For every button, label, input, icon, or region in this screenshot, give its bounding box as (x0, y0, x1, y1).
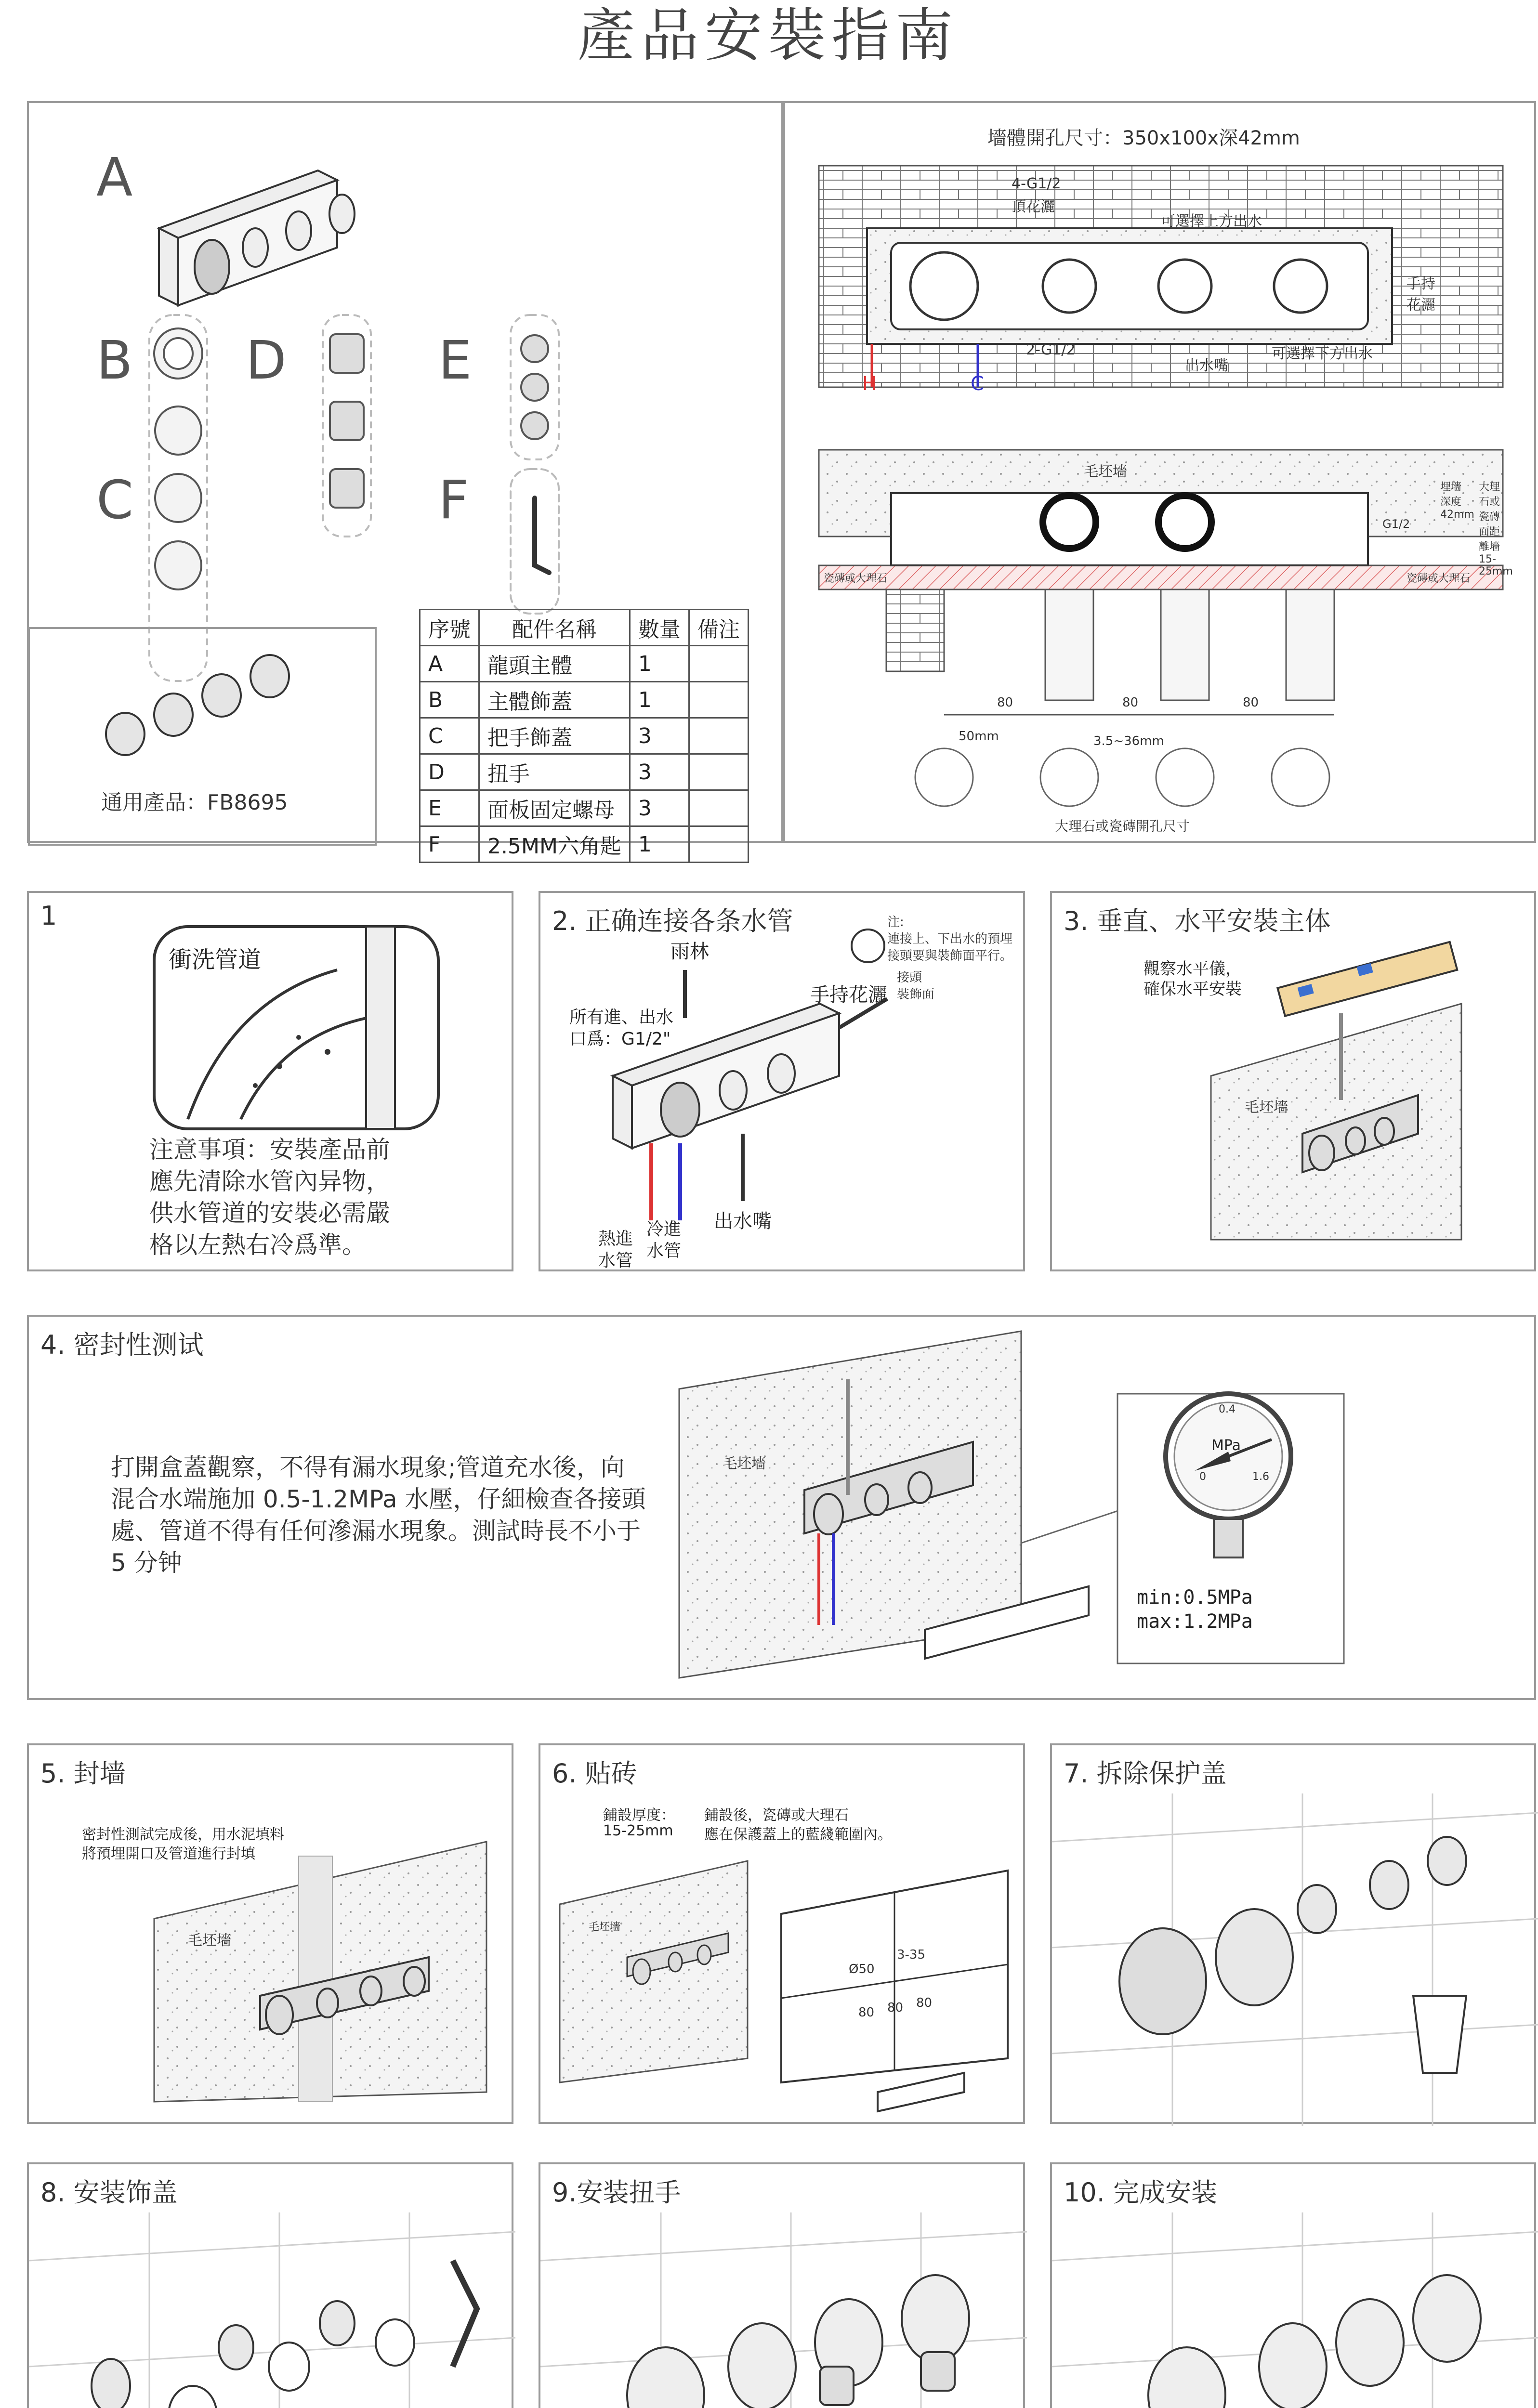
label-hand: 手持花灑 (810, 984, 887, 1006)
label-rough-wall: 毛坯墻 (1084, 463, 1127, 480)
step-1-note-2: 應先清除水管內异物， (149, 1167, 390, 1195)
step-6-panel (539, 1743, 1025, 2124)
parts-table (419, 609, 749, 863)
pressure-test-illustration (29, 1317, 1538, 1702)
step-4-text-1: 打開盒蓋觀察，不得有漏水現象;管道充水後，向 (111, 1453, 625, 1481)
step-title: 6. 贴砖 (552, 1758, 637, 1789)
label-cold-1: 冷進 (646, 1219, 682, 1239)
step-1-note-4: 格以左熱右冷爲準。 (149, 1231, 366, 1259)
label-tile-face-b: 瓷磚或大理石 (1407, 573, 1471, 585)
label-hot: H (862, 373, 877, 395)
joint-2: 裝飾面 (897, 987, 935, 1002)
step-title: 3. 垂直、水平安裝主体 (1064, 906, 1331, 936)
label-option-bottom: 可選擇下方出水 (1272, 345, 1373, 362)
gauge-unit: MPa (1211, 1437, 1241, 1454)
outlets-1: 所有進、出水 (569, 1008, 674, 1027)
label-option-top: 可選擇上方出水 (1161, 213, 1262, 230)
joint-1: 接頭 (897, 970, 922, 985)
step-4-text-3: 處、管道不得有任何滲漏水現象。測試時長不小于 (111, 1517, 641, 1545)
part-letter-a: A (96, 146, 133, 208)
part-letter-e: E (438, 329, 472, 391)
gauge-tick: 0.4 (1219, 1403, 1236, 1415)
install-knob-illustration (540, 2164, 1027, 2408)
step-1-note-3: 供水管道的安裝必需嚴 (149, 1199, 390, 1227)
label-d3536: 3.5~36mm (1093, 734, 1164, 748)
tile-illustration (540, 1745, 1027, 2126)
step-5-panel (27, 1743, 513, 2124)
step-5-note-1: 密封性測試完成後，用水泥填料 (82, 1826, 284, 1843)
generic-product-label: 通用產品：FB8695 (101, 790, 288, 815)
step-2-panel (539, 891, 1025, 1271)
step-6-note-2: 應在保護蓋上的藍綫範圍內。 (704, 1826, 892, 1843)
note-small-3: 接頭要與裝飾面平行。 (887, 949, 1013, 963)
step-4-text-4: 5 分钟 (111, 1549, 182, 1577)
step-3-note-2: 確保水平安裝 (1144, 980, 1242, 999)
label-side-g12: G1/2 (1382, 517, 1410, 531)
thick-2: 15-25mm (603, 1822, 673, 1839)
label-spacing: 80 (997, 695, 1013, 710)
gauge-max: max:1.2MPa (1137, 1610, 1253, 1633)
rough-wall-label: 毛坯墻 (723, 1455, 766, 1472)
outlets-2: 口爲：G1/2" (569, 1029, 671, 1049)
step-9-panel (539, 2162, 1025, 2408)
label-spout: 出水嘴 (714, 1210, 772, 1232)
remove-cover-illustration (1052, 1745, 1538, 2126)
valve-body-illustration (159, 170, 355, 305)
part-letter-d: D (246, 329, 287, 391)
step-3-panel (1050, 891, 1536, 1271)
label-spacing: 80 (858, 2005, 875, 2020)
gauge-tick: 0 (1199, 1471, 1206, 1483)
install-cover-illustration (29, 2164, 515, 2408)
table-header: 數量 (630, 610, 689, 646)
label-d1: Ø50 (849, 1962, 875, 1976)
pipe-label: 衝洗管道 (169, 946, 262, 973)
label-hot-1: 熱進 (598, 1229, 633, 1249)
rough-wall-label: 毛坯墻 (589, 1921, 621, 1933)
level-illustration (1052, 893, 1538, 1273)
step-10-panel (1050, 2162, 1536, 2408)
label-hand-shower: 手持花灑 (1407, 275, 1435, 314)
step-7-panel (1050, 1743, 1536, 2124)
table-row: C 把手飾蓋 3 (420, 718, 749, 754)
step-4-text-2: 混合水端施加 0.5-1.2MPa 水壓，仔細檢查各接頭 (111, 1485, 646, 1513)
part-letter-f: F (438, 469, 469, 531)
step-title: 5. 封墙 (40, 1758, 126, 1789)
step-1-panel (27, 891, 513, 1271)
table-row: D 扭手 3 (420, 754, 749, 790)
label-rain: 雨林 (670, 941, 709, 963)
step-title: 8. 安装饰盖 (40, 2177, 178, 2208)
step-title: 2. 正确连接各条水管 (552, 906, 793, 936)
label-spacing: 80 (1122, 695, 1139, 710)
label-cold: C (971, 373, 984, 395)
rough-wall-label: 毛坯墻 (188, 1932, 231, 1949)
seal-wall-illustration (29, 1745, 515, 2126)
step-1-note-1: 注意事項：安裝產品前 (149, 1136, 390, 1164)
step-3-note-1: 觀察水平儀， (1144, 959, 1242, 979)
label-d2: 3-35 (897, 1948, 926, 1962)
table-header: 序號 (420, 610, 479, 646)
step-title: 4. 密封性测试 (40, 1330, 204, 1360)
dimension-panel (783, 101, 1536, 843)
gauge-tick: 1.6 (1252, 1471, 1269, 1483)
complete-illustration (1052, 2164, 1538, 2408)
step-title: 10. 完成安装 (1064, 2177, 1218, 2208)
part-letter-c: C (96, 469, 133, 531)
label-hot-2: 水管 (598, 1251, 633, 1270)
step-title: 7. 拆除保护盖 (1064, 1758, 1227, 1789)
page-title: 產品安裝指南 (577, 2, 959, 69)
label-depth-note: 埋墻深度42mm (1440, 481, 1474, 521)
table-row: A 龍頭主體 1 (420, 646, 749, 682)
label-spacing: 80 (916, 1996, 933, 2010)
rough-wall-label: 毛坯墻 (1245, 1099, 1288, 1116)
generic-product-illustration (106, 655, 289, 755)
label-g12-a: 4-G1/2 (1012, 175, 1061, 192)
table-row: F 2.5MM六角匙 1 (420, 826, 749, 863)
label-spacing: 80 (1243, 695, 1259, 710)
label-g12-b: 2-G1/2 (1026, 341, 1076, 358)
label-shower-head: 頂花灑 (1012, 198, 1055, 215)
note-small-2: 連接上、下出水的預埋 (887, 932, 1013, 946)
step-6-note-1: 鋪設後，瓷磚或大理石 (704, 1807, 849, 1824)
step-4-panel (27, 1315, 1536, 1700)
part-letter-b: B (96, 329, 133, 391)
label-tile-face-a: 瓷磚或大理石 (824, 573, 888, 585)
table-header: 配件名稱 (479, 610, 630, 646)
wall-opening-label: 墻體開孔尺寸：350x100x深42mm (987, 127, 1300, 149)
table-row: E 面板固定螺母 3 (420, 790, 749, 826)
label-d50: 50mm (959, 729, 999, 744)
parts-panel (27, 101, 783, 859)
table-row: B 主體飾蓋 1 (420, 682, 749, 718)
label-outlet: 出水嘴 (1185, 357, 1228, 374)
step-8-panel (27, 2162, 513, 2408)
step-title: 1 (40, 901, 57, 931)
step-title: 9.安装扭手 (552, 2177, 681, 2208)
label-cold-2: 水管 (646, 1241, 682, 1261)
thick-1: 鋪設厚度： (603, 1807, 675, 1824)
step-5-note-2: 將預埋開口及管道進行封填 (82, 1845, 255, 1862)
table-header: 備注 (689, 610, 748, 646)
label-spacing: 80 (887, 2001, 904, 2015)
label-hole-note: 大理石或瓷磚開孔尺寸 (1055, 818, 1190, 834)
table-header-row (420, 610, 749, 646)
label-range-note: 大理石或瓷磚面距離墻15-25mm (1479, 481, 1513, 577)
gauge-min: min:0.5MPa (1137, 1586, 1253, 1609)
note-small-1: 注: (887, 915, 904, 929)
